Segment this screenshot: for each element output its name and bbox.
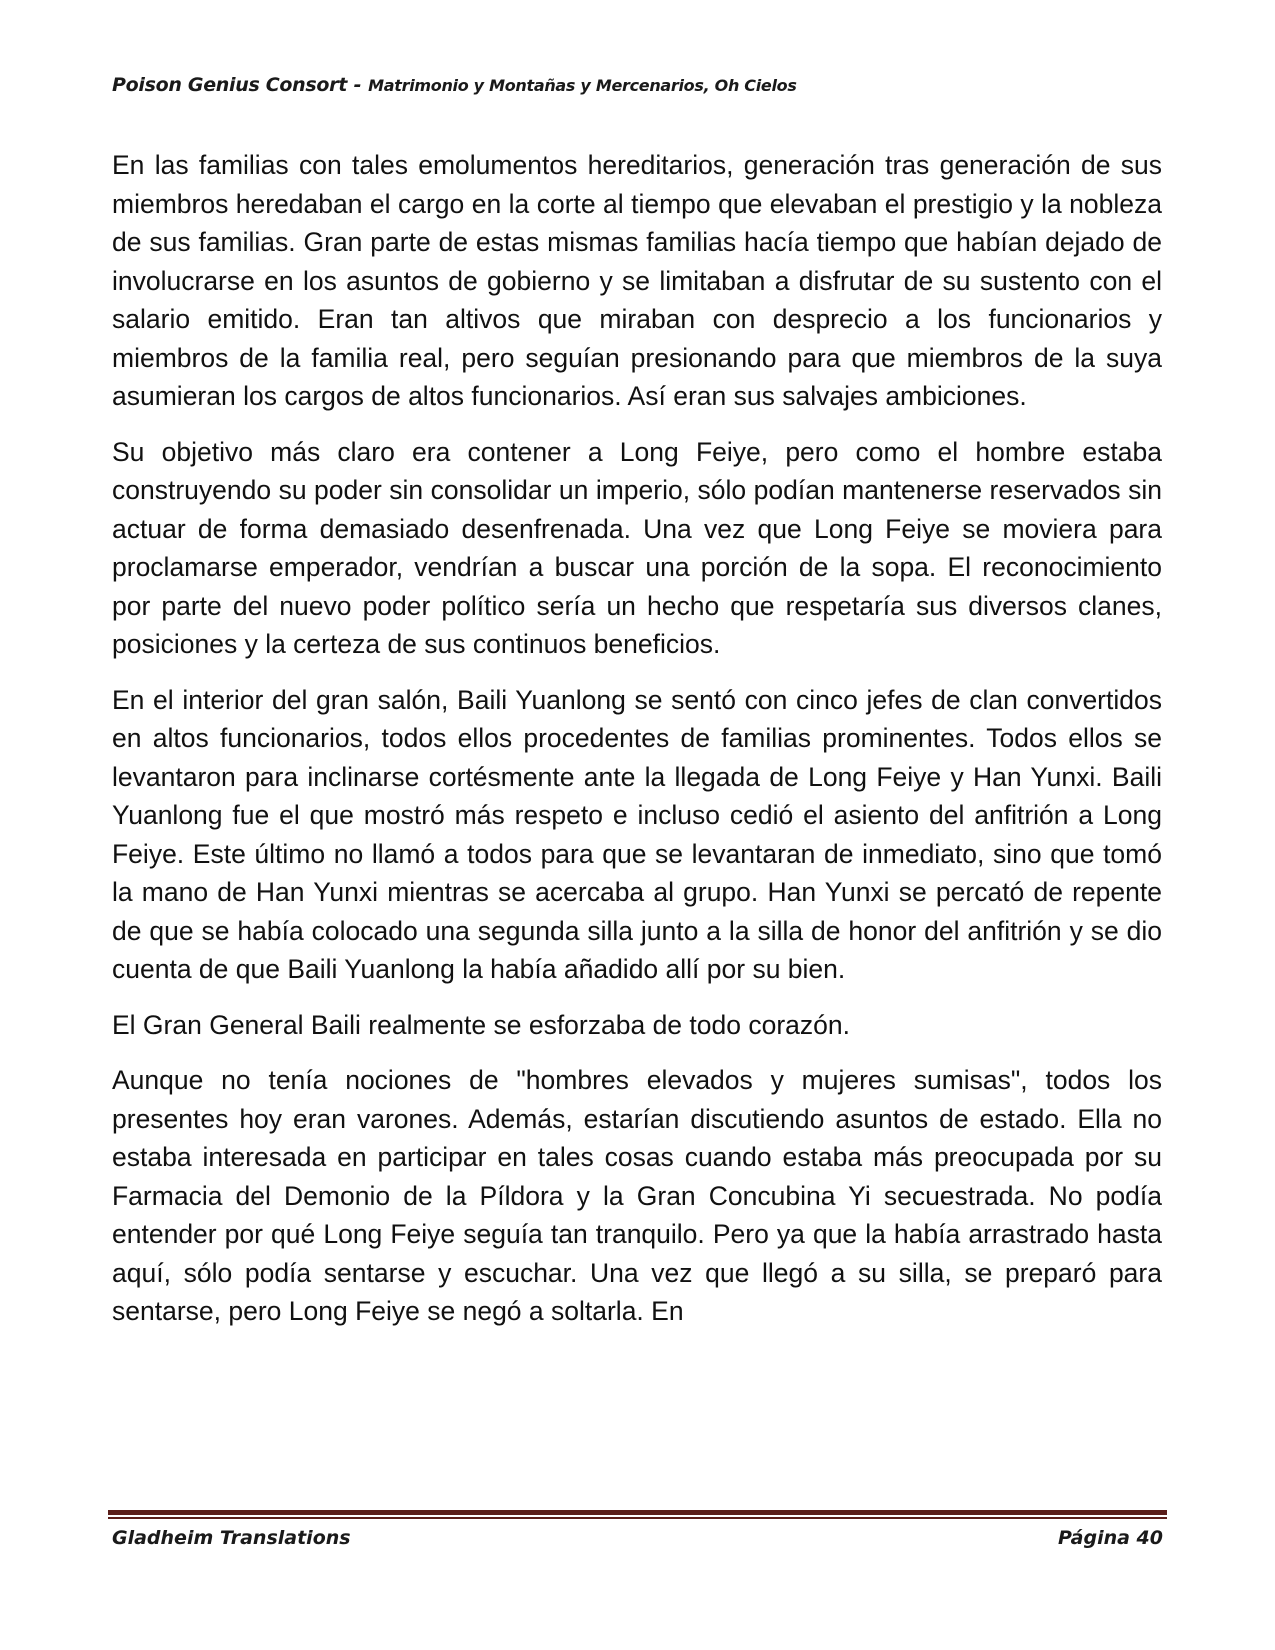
page-body bbox=[112, 146, 1162, 1348]
page-number: Página 40 bbox=[1057, 1527, 1163, 1549]
footer-divider bbox=[108, 1510, 1167, 1520]
paragraph-5: Aunque no tenía nociones de "hombres elevados y mujeres sumisas", todos los presentes hoy eran varones. Además, estarían discutiendo asuntos de estado. Ella no estaba interesada en participar en tales cosas cuando estaba más preocupada por su Farmacia del Demonio de la Píldora y la Gran Concubina Yi secuestrada. No podía entender por qué Long Feiye seguía tan tranquilo. Pero ya que la había arrastrado hasta aquí, sólo podía sentarse y escuchar. Una vez que llegó a su silla, se preparó para sentarse, pero Long Feiye se negó a soltarla. En bbox=[112, 1065, 1162, 1326]
paragraph-4: El Gran General Baili realmente se esforzaba de todo corazón. bbox=[112, 1009, 850, 1040]
series-title: Poison Genius Consort bbox=[112, 74, 348, 96]
chapter-title: Matrimonio y Montañas y Mercenarios, Oh Cielos bbox=[368, 76, 797, 95]
paragraph-1: En las familias con tales emolumentos hereditarios, generación tras generación de sus miembros heredaban el cargo en la corte al tiempo que elevaban el prestigio y la nobleza de sus familias. Gran parte de estas mismas familias hacía tiempo que habían dejado de involucrarse en los asuntos de gobierno y se limitaban a disfrutar de su sustento con el salario emitido. Eran tan altivos que miraban con desprecio a los funcionarios y miembros de la familia real, pero seguían presionando para que miembros de la suya asumieran los cargos de altos funcionarios. Así eran sus salvajes ambiciones. bbox=[112, 150, 1162, 411]
paragraph-2: Su objetivo más claro era contener a Long Feiye, pero como el hombre estaba construyendo su poder sin consolidar un imperio, sólo podían mantenerse reservados sin actuar de forma demasiado desenfrenada. Una vez que Long Feiye se moviera para proclamarse emperador, vendrían a buscar una porción de la sopa. El reconocimiento por parte del nuevo poder político sería un hecho que respetaría sus diversos clanes, posiciones y la certeza de sus continuos beneficios. bbox=[112, 436, 1162, 659]
footer-publisher: Gladheim Translations bbox=[112, 1527, 351, 1549]
footer-divider-thick bbox=[108, 1510, 1167, 1515]
footer-divider-thin bbox=[108, 1517, 1167, 1519]
paragraph-3: En el interior del gran salón, Baili Yuanlong se sentó con cinco jefes de clan convertidos en altos funcionarios, todos ellos procedentes de familias prominentes. Todos ellos se levantaron para inclinarse cortésmente ante la llegada de Long Feiye y Han Yunxi. Baili Yuanlong fue el que mostró más respeto e incluso cedió el asiento del anfitrión a Long Feiye. Este último no llamó a todos para que se levantaran de inmediato, sino que tomó la mano de Han Yunxi mientras se acercaba al grupo. Han Yunxi se percató de repente de que se había colocado una segunda silla junto a la silla de honor del anfitrión y se dio cuenta de que Baili Yuanlong la había añadido allí por su bien. bbox=[112, 684, 1162, 984]
page-header bbox=[112, 74, 1162, 104]
header-separator: - bbox=[347, 74, 369, 96]
